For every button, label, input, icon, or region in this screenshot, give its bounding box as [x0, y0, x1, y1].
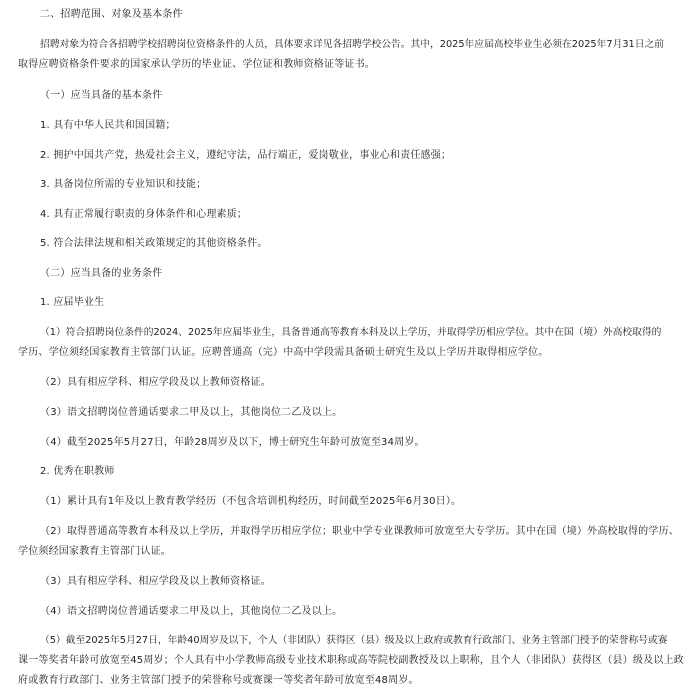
paragraph-line: （1）符合招聘岗位条件的2024、2025年应届毕业生，具备普通高等教育本科及以上学历，并取得学历相应学位。其中在国（境）外高校取得的: [40, 327, 662, 338]
item-heading: 1. 应届毕业生: [40, 297, 105, 308]
paragraph-line: （5）截至2025年5月27日，年龄40周岁及以下，个人（非团队）获得区（县）级及以上政府或教育行政部门、业务主管部门授予的荣誉称号或赛: [40, 635, 668, 646]
paragraph-line: 取得应聘资格条件要求的国家承认学历的毕业证、学位证和教师资格证等证书。: [18, 59, 375, 70]
paragraph-line: 学历、学位须经国家教育主管部门认证。应聘普通高（完）中高中学段需具备硕士研究生及以上学历并取得相应学位。: [18, 347, 549, 358]
list-item: 3. 具备岗位所需的专业知识和技能；: [40, 179, 207, 190]
list-item: 1. 具有中华人民共和国国籍；: [40, 120, 176, 131]
subsection-heading: （二）应当具备的业务条件: [40, 268, 163, 279]
list-item: （4）语文招聘岗位普通话要求二甲及以上，其他岗位二乙及以上。: [40, 606, 343, 617]
list-item: （3）语文招聘岗位普通话要求二甲及以上，其他岗位二乙及以上。: [40, 407, 343, 418]
paragraph-line: 课一等奖者年龄可放宽至45周岁；个人具有中小学教师高级专业技术职称或高等院校副教授及以上职称，且个人（非团队）获得区（县）级及以上政: [18, 655, 684, 666]
paragraph-line: 府或教育行政部门、业务主管部门授予的荣誉称号或赛课一等奖者年龄可放宽至48周岁。: [18, 675, 419, 686]
item-heading: 2. 优秀在职教师: [40, 466, 115, 477]
list-item: （2）具有相应学科、相应学段及以上教师资格证。: [40, 377, 271, 388]
list-item: （3）具有相应学科、相应学段及以上教师资格证。: [40, 576, 271, 587]
list-item: 5. 符合法律法规和相关政策规定的其他资格条件。: [40, 238, 268, 249]
list-item: （1）累计具有1年及以上教育教学经历（不包含培训机构经历，时间截至2025年6月30日）。: [40, 496, 462, 507]
subsection-heading: （一）应当具备的基本条件: [40, 90, 163, 101]
list-item: 2. 拥护中国共产党，热爱社会主义，遵纪守法，品行端正，爱岗敬业，事业心和责任感强；: [40, 150, 452, 161]
list-item: 4. 具有正常履行职责的身体条件和心理素质；: [40, 209, 248, 220]
paragraph-line: 学位须经国家教育主管部门认证。: [18, 546, 171, 557]
paragraph-line: （2）取得普通高等教育本科及以上学历，并取得学历相应学位；职业中学专业课教师可放宽至大专学历。其中在国（境）外高校取得的学历、: [40, 526, 679, 537]
section-heading: 二、招聘范围、对象及基本条件: [40, 9, 183, 20]
paragraph-line: 招聘对象为符合各招聘学校招聘岗位资格条件的人员，具体要求详见各招聘学校公告。其中，2025年应届高校毕业生必须在2025年7月31日之前: [40, 39, 664, 50]
list-item: （4）截至2025年5月27日，年龄28周岁及以下，博士研究生年龄可放宽至34周岁。: [40, 437, 425, 448]
